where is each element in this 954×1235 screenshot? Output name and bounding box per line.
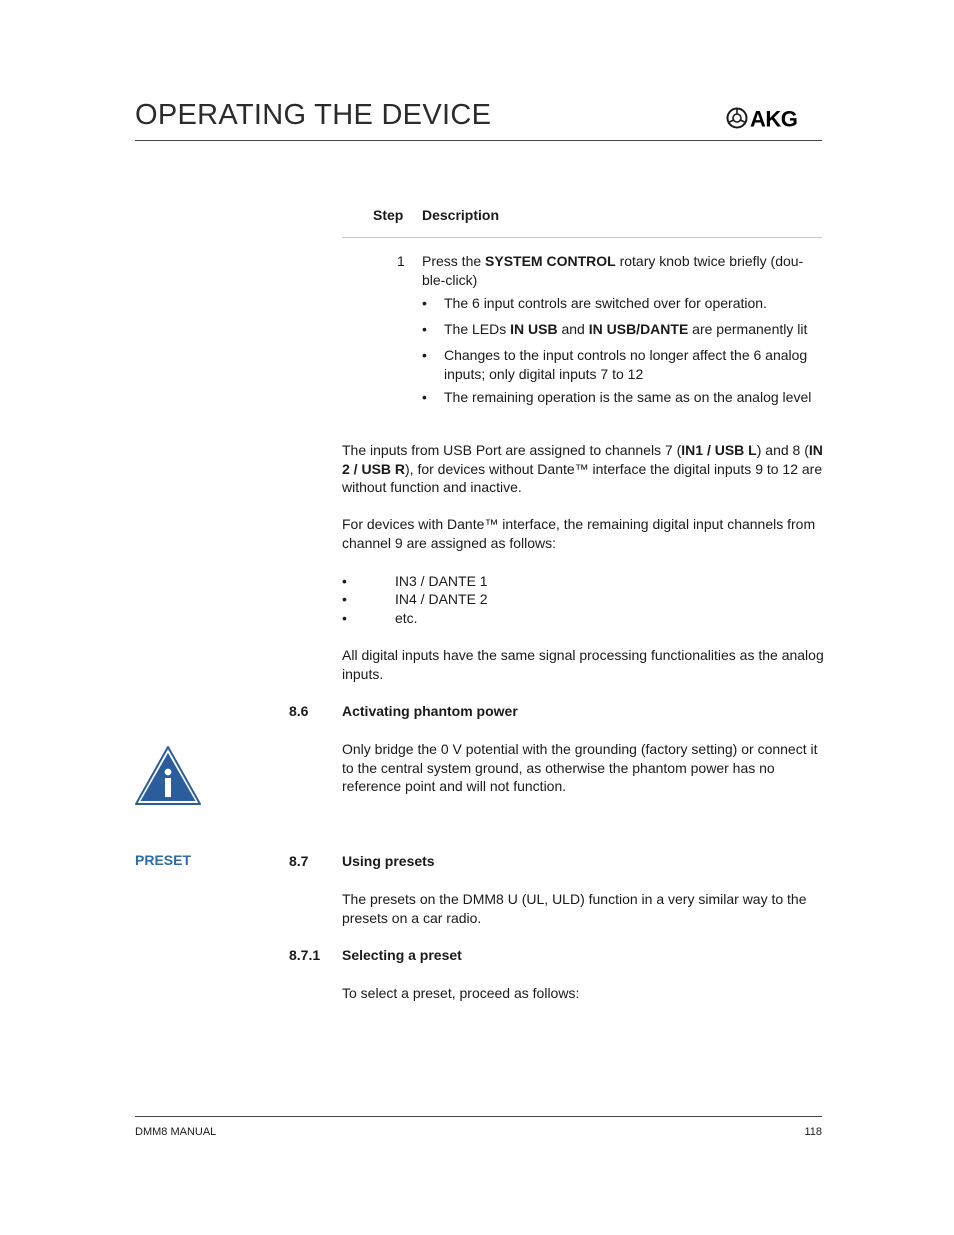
footer-rule xyxy=(135,1116,822,1117)
digital-inputs-paragraph: All digital inputs have the same signal processing functionalities as the analog inputs. xyxy=(342,647,824,682)
step-description: Press the SYSTEM CONTROL rotary knob twice briefly (dou- ble-click) xyxy=(422,253,804,288)
col-step-header: Step xyxy=(373,207,404,223)
bullet-dot: • xyxy=(422,389,427,405)
side-label-preset: PRESET xyxy=(135,852,192,868)
page-number: 118 xyxy=(804,1126,822,1138)
page-title: OPERATING THE DEVICE xyxy=(135,99,492,131)
section-title: Activating phantom power xyxy=(342,703,518,719)
akg-emblem-icon xyxy=(726,106,824,130)
list-item: IN3 / DANTE 1 xyxy=(395,573,488,589)
presets-paragraph: The presets on the DMM8 U (UL, ULD) function in a very similar way to the presets on a car radio. xyxy=(342,891,807,926)
akg-logo xyxy=(726,106,824,130)
logo-text: AKG xyxy=(750,106,798,130)
section-number: 8.6 xyxy=(289,703,309,719)
header-rule xyxy=(135,140,822,141)
info-warning-icon xyxy=(134,745,202,807)
list-item: etc. xyxy=(395,610,418,626)
bullet-dot: • xyxy=(342,573,347,589)
usb-assignment-paragraph: The inputs from USB Port are assigned to channels 7 (IN1 / USB L) and 8 (IN 2 / USB R), for devices without Dante™ interface the digital inputs 9 to 12 are without function and inactive. xyxy=(342,442,823,495)
list-item: IN4 / DANTE 2 xyxy=(395,591,488,607)
phantom-power-note: Only bridge the 0 V potential with the grounding (factory setting) or connect it to the central system ground, as otherwise the phantom power has no reference point and will not function. xyxy=(342,741,818,794)
step-number: 1 xyxy=(397,253,405,269)
section-title: Selecting a preset xyxy=(342,947,462,963)
section-number: 8.7 xyxy=(289,853,309,869)
bullet-dot: • xyxy=(422,295,427,311)
bullet-dot: • xyxy=(422,321,427,337)
table-rule xyxy=(342,237,822,238)
bullet-dot: • xyxy=(342,591,347,607)
select-preset-paragraph: To select a preset, proceed as follows: xyxy=(342,985,580,1001)
footer-manual-name: DMM8 MANUAL xyxy=(135,1126,217,1138)
col-description-header: Description xyxy=(422,207,500,223)
dante-paragraph: For devices with Dante™ interface, the remaining digital input channels from channel 9 are assigned as follows: xyxy=(342,516,816,551)
bullet-dot: • xyxy=(342,610,347,626)
bullet-dot: • xyxy=(422,347,427,363)
section-number: 8.7.1 xyxy=(289,947,321,963)
section-title: Using presets xyxy=(342,853,435,869)
